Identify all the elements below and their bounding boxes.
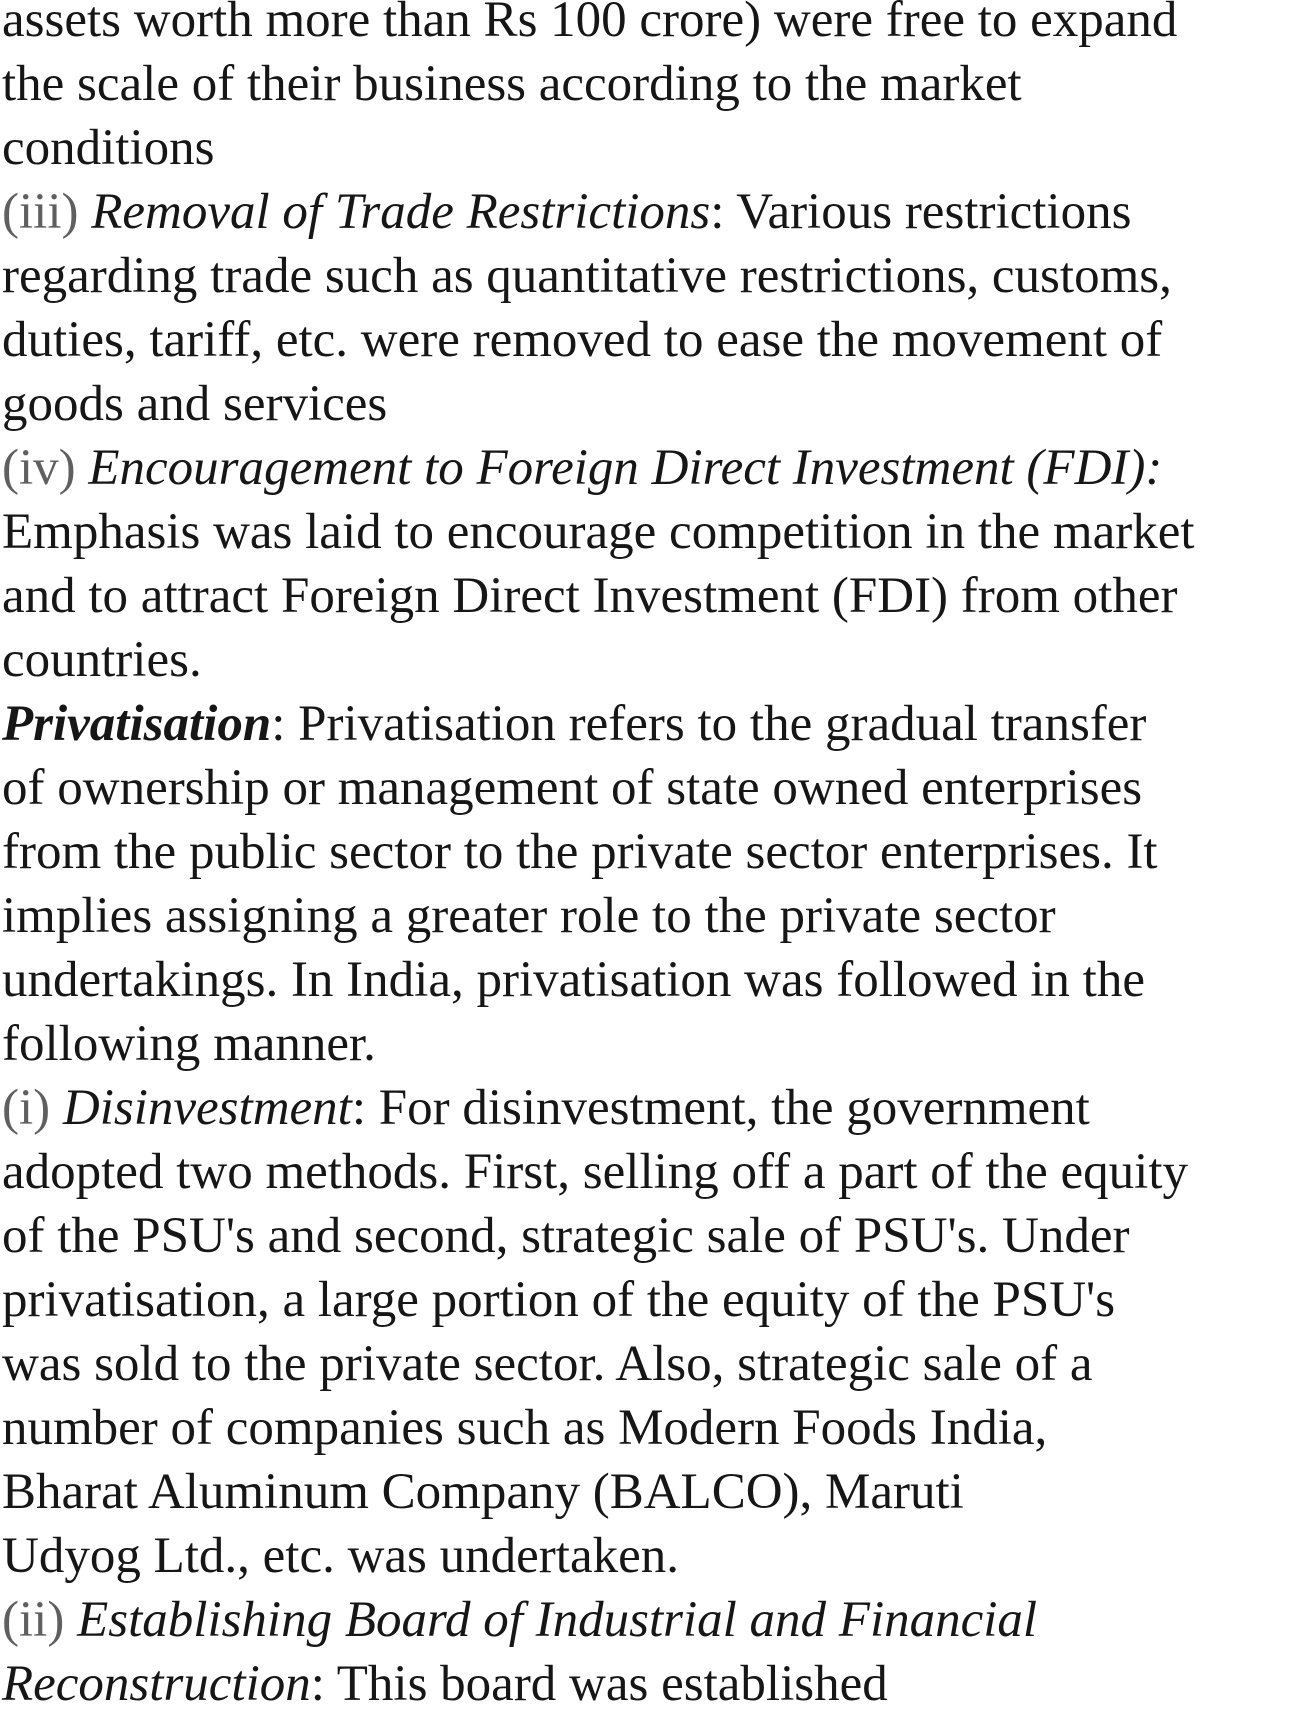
text-line [2, 244, 1300, 308]
text-line [2, 1460, 1300, 1524]
text-line [2, 1588, 1300, 1652]
text-line [2, 1652, 1300, 1716]
text-segment: : Various restrictions [710, 184, 1132, 240]
text-line [2, 820, 1300, 884]
text-segment: number of companies such as Modern Foods India, [2, 1400, 1048, 1456]
text-line [2, 1396, 1300, 1460]
text-segment: : Privatisation refers to the gradual transfer [271, 696, 1147, 752]
italic-heading: Removal of Trade Restrictions [91, 184, 711, 240]
text-line [2, 116, 1300, 180]
text-segment: : For disinvestment, the government [351, 1080, 1090, 1136]
text-line [2, 564, 1300, 628]
text-line [2, 1140, 1300, 1204]
text-line [2, 0, 1300, 52]
text-segment: : This board was established [310, 1656, 888, 1712]
text-segment: from the public sector to the private sector enterprises. It [2, 824, 1158, 880]
text-line [2, 1204, 1300, 1268]
text-segment: implies assigning a greater role to the private sector [2, 888, 1056, 944]
text-segment: of ownership or management of state owned enterprises [2, 760, 1143, 816]
text-line [2, 628, 1300, 692]
bold-italic-heading: Privatisation [2, 696, 272, 752]
text-line [2, 500, 1300, 564]
list-marker: (ii) [2, 1592, 78, 1648]
list-marker: (iii) [2, 184, 92, 240]
text-line [2, 948, 1300, 1012]
text-segment: and to attract Foreign Direct Investment (FDI) from other [2, 568, 1178, 624]
list-marker: (iv) [2, 440, 89, 496]
text-segment: of the PSU's and second, strategic sale of PSU's. Under [2, 1208, 1130, 1264]
text-segment: regarding trade such as quantitative restrictions, customs, [2, 248, 1172, 304]
text-segment: conditions [2, 120, 215, 176]
text-line [2, 1524, 1300, 1588]
text-line [2, 1332, 1300, 1396]
text-segment: following manner. [2, 1016, 376, 1072]
italic-heading: Establishing Board of Industrial and Financial [77, 1592, 1038, 1648]
text-line [2, 180, 1300, 244]
text-segment: goods and services [2, 376, 388, 432]
text-segment: the scale of their business according to the market [2, 56, 1022, 112]
text-segment: Bharat Aluminum Company (BALCO), Maruti [2, 1464, 964, 1520]
text-segment: undertakings. In India, privatisation was followed in the [2, 952, 1145, 1008]
italic-heading: Disinvestment [62, 1080, 352, 1136]
text-segment: adopted two methods. First, selling off a part of the equity [2, 1144, 1189, 1200]
list-marker: (i) [2, 1080, 63, 1136]
text-line [2, 692, 1300, 756]
text-segment: privatisation, a large portion of the equity of the PSU's [2, 1272, 1116, 1328]
text-segment: countries. [2, 632, 202, 688]
text-segment: was sold to the private sector. Also, strategic sale of a [2, 1336, 1093, 1392]
text-segment: duties, tariff, etc. were removed to ease the movement of [2, 312, 1163, 368]
text-segment: Udyog Ltd., etc. was undertaken. [2, 1528, 679, 1584]
text-line [2, 884, 1300, 948]
text-segment: assets worth more than Rs 100 crore) were free to expand [2, 0, 1178, 48]
text-line [2, 1076, 1300, 1140]
text-line [2, 52, 1300, 116]
italic-heading: Reconstruction [2, 1656, 311, 1712]
text-line [2, 756, 1300, 820]
text-line [2, 1012, 1300, 1076]
text-segment: Emphasis was laid to encourage competition in the market [2, 504, 1195, 560]
text-line [2, 436, 1300, 500]
italic-heading: Encouragement to Foreign Direct Investment (FDI): [88, 440, 1163, 496]
text-line [2, 372, 1300, 436]
text-line [2, 1268, 1300, 1332]
text-line [2, 308, 1300, 372]
